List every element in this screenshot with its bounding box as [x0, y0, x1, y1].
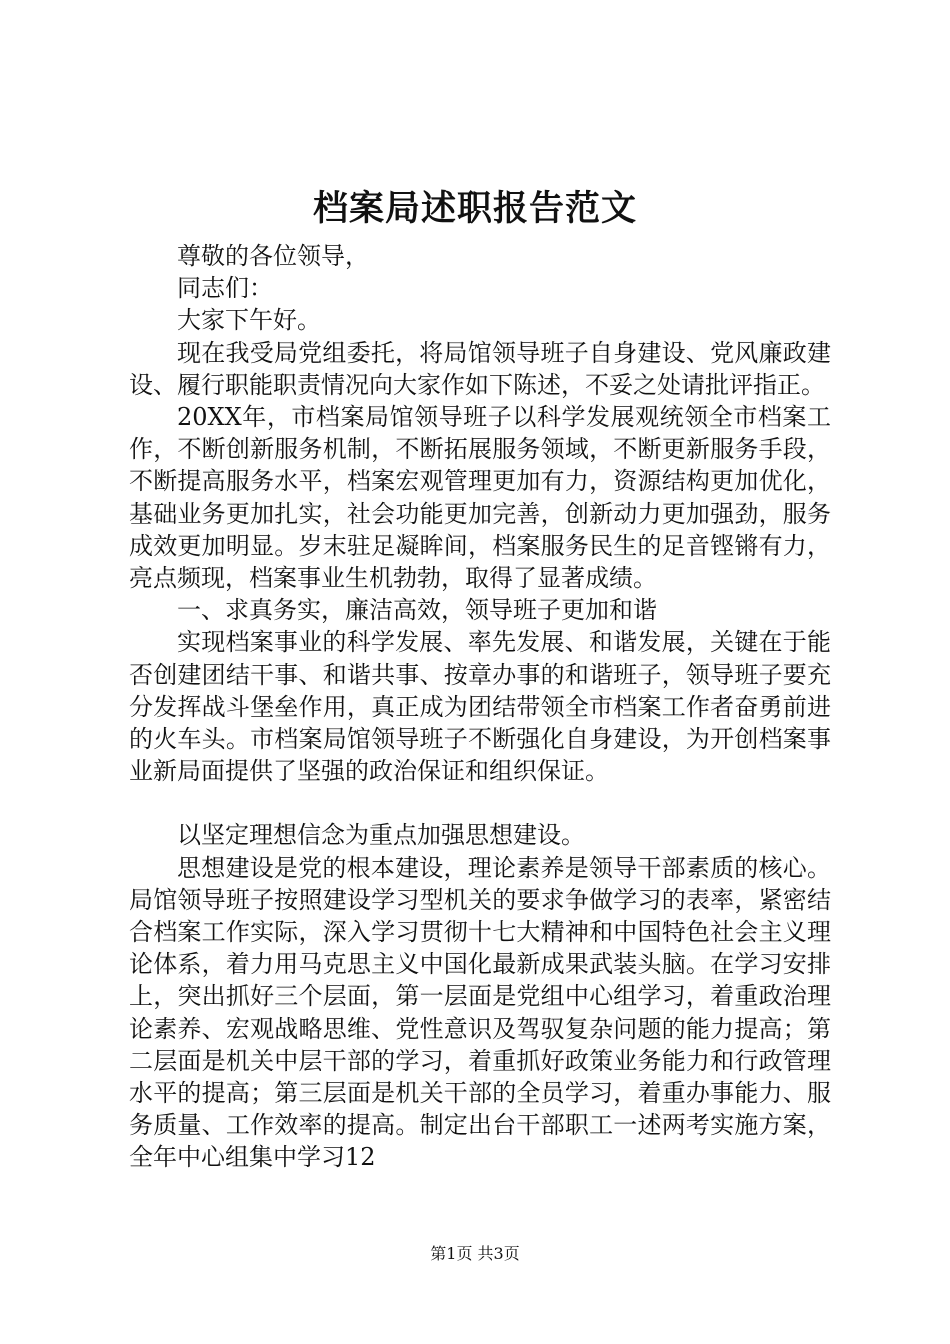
- paragraph-section-1: 实现档案事业的科学发展、率先发展、和谐发展，关键在于能否创建团结干事、和谐共事、按章办事的和谐班子，领导班子要充分发挥战斗堡垒作用，真正成为团结带领全市档案工作者奋勇前进的火车头。市档案局馆领导班子不断强化自身建设，为开创档案事业新局面提供了坚强的政治保证和组织保证。: [129, 628, 831, 786]
- paragraph-summary: 20XX年，市档案局馆领导班子以科学发展观统领全市档案工作，不断创新服务机制，不断拓展服务领域，不断更新服务手段，不断提高服务水平，档案宏观管理更加有力，资源结构更加优化，基础业务更加扎实，社会功能更加完善，创新动力更加强劲，服务成效更加明显。岁末驻足凝眸间，档案服务民生的足音铿锵有力，亮点频现，档案事业生机勃勃，取得了显著成绩。: [129, 403, 831, 593]
- paragraph-greeting: 大家下午好。: [177, 306, 321, 335]
- document-title: 档案局述职报告范文: [312, 188, 637, 229]
- document-body: [129, 240, 831, 1174]
- paragraph-salutation-2: 同志们：: [177, 274, 273, 303]
- subsection-heading: 以坚定理想信念为重点加强思想建设。: [177, 821, 585, 850]
- paragraph-intro: 现在我受局党组委托，将局馆领导班子自身建设、党风廉政建设、履行职能职责情况向大家作如下陈述，不妥之处请批评指正。: [129, 338, 831, 399]
- section-heading-1: 一、求真务实，廉洁高效，领导班子更加和谐: [177, 596, 657, 625]
- paragraph-salutation: 尊敬的各位领导，: [177, 242, 369, 270]
- paragraph-thought-building: 思想建设是党的根本建设，理论素养是领导干部素质的核心。局馆领导班子按照建设学习型机关的要求争做学习的表率，紧密结合档案工作实际，深入学习贯彻十七大精神和中国特色社会主义理论体系，着力用马克思主义中国化最新成果武装头脑。在学习安排上，突出抓好三个层面，第一层面是党组中心组学习，着重政治理论素养、宏观战略思维、党性意识及驾驭复杂问题的能力提高；第二层面是机关中层干部的学习，着重抓好政策业务能力和行政管理水平的提高；第三层面是机关干部的全员学习，着重办事能力、服务质量、工作效率的提高。制定出台干部职工一述两考实施方案，全年中心组集中学习12: [129, 853, 831, 1172]
- page-footer: 第1页 共3页: [430, 1244, 520, 1263]
